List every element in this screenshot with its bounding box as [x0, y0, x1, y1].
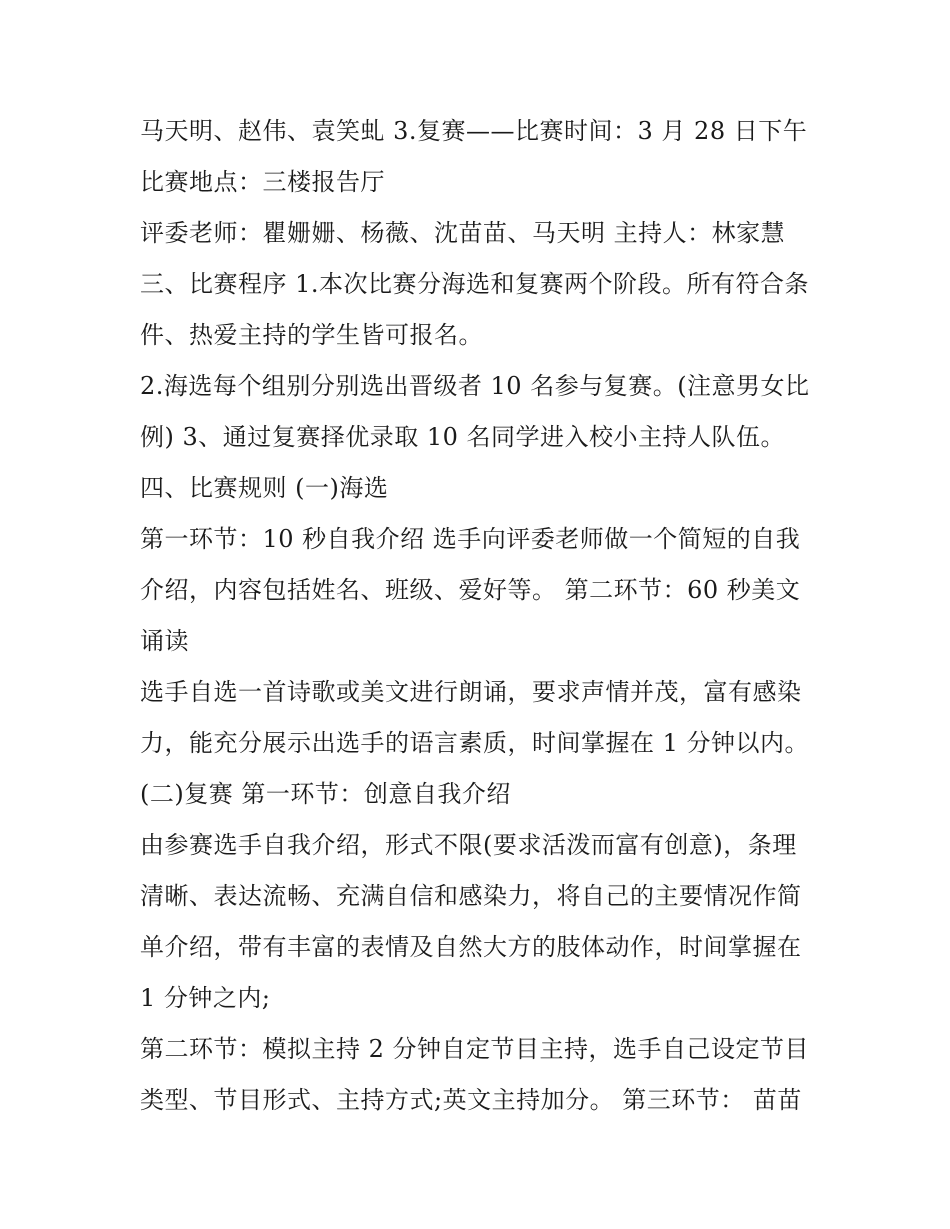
text-line: 诵读: [140, 627, 189, 655]
text-line: 1 分钟之内;: [140, 984, 271, 1012]
text-line: 清晰、表达流畅、充满自信和感染力，将自己的主要情况作简: [140, 882, 802, 910]
text-line: 件、热爱主持的学生皆可报名。: [140, 321, 483, 349]
text-line: 2.海选每个组别分别选出晋级者 10 名参与复赛。(注意男女比: [140, 372, 810, 400]
text-line: 例) 3、通过复赛择优录取 10 名同学进入校小主持人队伍。: [140, 423, 786, 451]
text-line: 马天明、赵伟、袁笑虬 3.复赛——比赛时间：3 月 28 日下午: [140, 117, 808, 145]
text-line: 比赛地点：三楼报告厅: [140, 168, 385, 196]
text-line: 第二环节：模拟主持 2 分钟自定节目主持，选手自己设定节目: [140, 1035, 810, 1063]
text-line: 选手自选一首诗歌或美文进行朗诵，要求声情并茂，富有感染: [140, 678, 802, 706]
text-line: 三、比赛程序 1.本次比赛分海选和复赛两个阶段。所有符合条: [140, 270, 810, 298]
text-line: 第一环节：10 秒自我介绍 选手向评委老师做一个简短的自我: [140, 525, 801, 553]
document-body: [140, 106, 820, 1126]
text-line: 力，能充分展示出选手的语言素质，时间掌握在 1 分钟以内。: [140, 729, 810, 757]
text-line: 四、比赛规则 (一)海选: [140, 474, 389, 502]
text-line: 单介绍，带有丰富的表情及自然大方的肢体动作，时间掌握在: [140, 933, 802, 961]
text-line: 由参赛选手自我介绍，形式不限(要求活泼而富有创意)，条理: [140, 831, 797, 859]
text-line: 介绍，内容包括姓名、班级、爱好等。 第二环节：60 秒美文: [140, 576, 801, 604]
text-line: 类型、节目形式、主持方式;英文主持加分。 第三环节： 苗苗: [140, 1086, 802, 1114]
text-line: (二)复赛 第一环节：创意自我介绍: [140, 780, 511, 808]
text-line: 评委老师：瞿姗姗、杨薇、沈苗苗、马天明 主持人：林家慧: [140, 219, 786, 247]
